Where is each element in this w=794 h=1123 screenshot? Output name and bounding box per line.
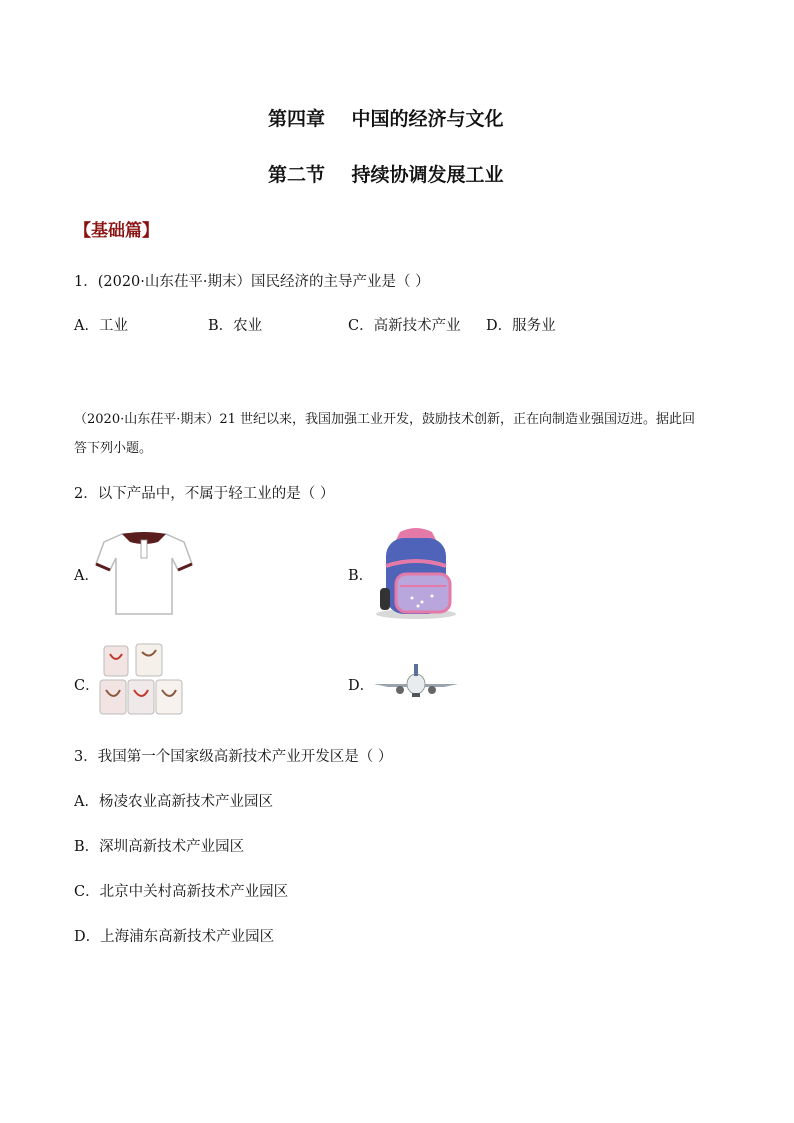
question-3-stem: 3．我国第一个国家级高新技术产业开发区是（ ）	[74, 749, 393, 765]
question-1-option-b[interactable]: B．农业	[208, 318, 263, 334]
question-3-option-b[interactable]: B．深圳高新技术产业园区	[74, 839, 245, 855]
backpack-image	[370, 526, 462, 620]
question-1-stem: 1．(2020·山东茌平·期末）国民经济的主导产业是（ ）	[74, 274, 430, 290]
question-2-option-b[interactable]: B．	[348, 568, 374, 584]
t-shirt-image	[92, 526, 196, 616]
section-title: 第二节 持续协调发展工业	[268, 164, 504, 186]
passage-line-1: （2020·山东茌平·期末）21 世纪以来，我国加强工业开发，鼓励技术创新，正在向制造业强国迈进。据此回	[74, 412, 696, 427]
passage-line-2: 答下列小题。	[74, 441, 153, 456]
chapter-title: 第四章 中国的经济与文化	[268, 108, 504, 130]
question-2-option-c[interactable]: C．	[74, 678, 100, 694]
question-1-option-d[interactable]: D．服务业	[486, 318, 556, 334]
question-1-option-c[interactable]: C．高新技术产业	[348, 318, 461, 334]
question-2-stem: 2．以下产品中，不属于轻工业的是（ ）	[74, 486, 335, 502]
question-1-option-a[interactable]: A．工业	[74, 318, 128, 334]
airplane-image	[370, 660, 462, 704]
mugs-image	[96, 640, 186, 718]
question-3-option-c[interactable]: C．北京中关村高新技术产业园区	[74, 884, 289, 900]
question-3-option-a[interactable]: A．杨凌农业高新技术产业园区	[74, 794, 273, 810]
question-3-option-d[interactable]: D．上海浦东高新技术产业园区	[74, 929, 275, 945]
section-label: 【基础篇】	[74, 221, 159, 241]
question-2-option-d[interactable]: D．	[348, 678, 375, 694]
question-2-option-a[interactable]: A．	[74, 568, 99, 584]
